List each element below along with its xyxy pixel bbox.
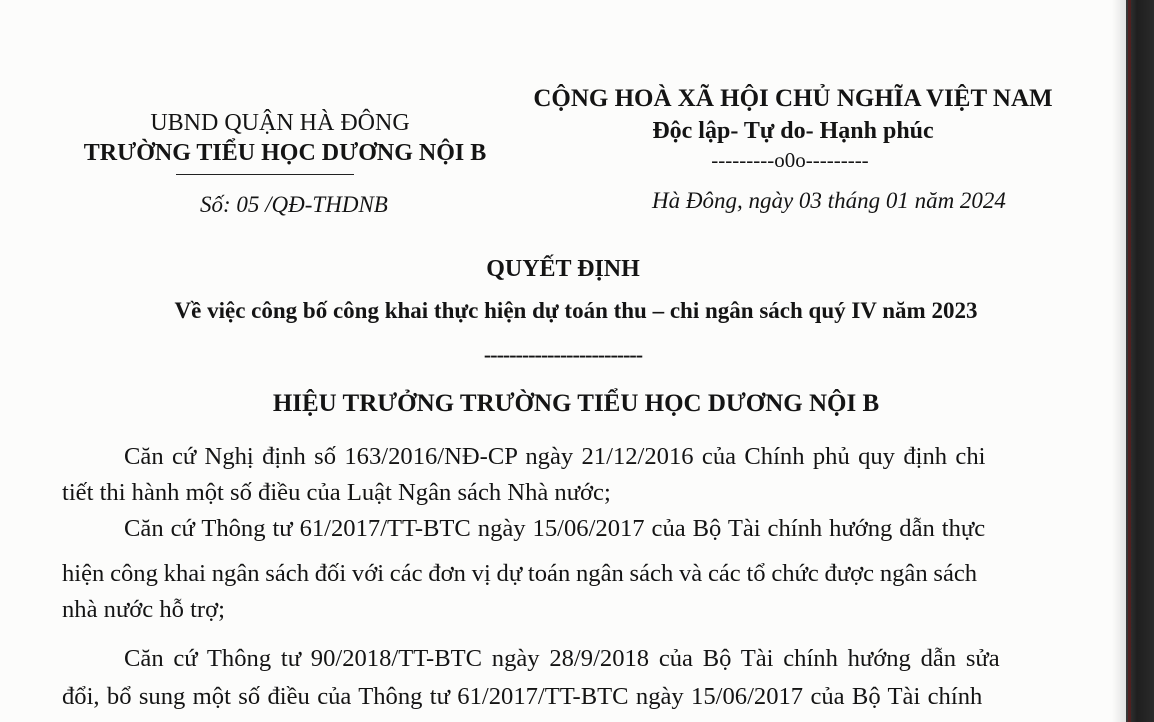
title-separator: ------------------------- bbox=[483, 342, 643, 367]
body-line: đổi, bổ sung một số điều của Thông tư 61/2017/TT-BTC ngày 15/06/2017 của Bộ Tài chính bbox=[62, 683, 983, 710]
body-line: tiết thi hành một số điều của Luật Ngân sách Nhà nước; bbox=[62, 479, 611, 506]
body-line: Căn cứ Thông tư 61/2017/TT-BTC ngày 15/06/2017 của Bộ Tài chính hướng dẫn thực bbox=[124, 515, 986, 542]
body-line: nhà nước hỗ trợ; bbox=[62, 596, 225, 623]
document-subtitle: Về việc công bố công khai thực hiện dự toán thu – chi ngân sách quý IV năm 2023 bbox=[174, 298, 978, 323]
school-name: TRƯỜNG TIỂU HỌC DƯƠNG NỘI B bbox=[83, 140, 487, 166]
national-motto: Độc lập- Tự do- Hạnh phúc bbox=[652, 118, 934, 144]
header-underline bbox=[176, 174, 354, 175]
country-name: CỘNG HOÀ XÃ HỘI CHỦ NGHĨA VIỆT NAM bbox=[533, 85, 1053, 112]
place-date: Hà Đông, ngày 03 tháng 01 năm 2024 bbox=[652, 188, 1006, 213]
scan-dark-border bbox=[1126, 0, 1154, 722]
document-title: QUYẾT ĐỊNH bbox=[486, 256, 640, 282]
motto-ornament: ---------o0o--------- bbox=[711, 148, 869, 172]
document-number: Số: 05 /QĐ-THDNB bbox=[200, 192, 388, 217]
issuing-agency: UBND QUẬN HÀ ĐÔNG bbox=[150, 110, 410, 136]
body-line: Căn cứ Nghị định số 163/2016/NĐ-CP ngày 21/12/2016 của Chính phủ quy định chi bbox=[124, 443, 986, 470]
body-line: Căn cứ Thông tư 90/2018/TT-BTC ngày 28/9/2018 của Bộ Tài chính hướng dẫn sửa bbox=[124, 645, 1000, 672]
issuing-authority: HIỆU TRƯỞNG TRƯỜNG TIỂU HỌC DƯƠNG NỘI B bbox=[272, 390, 880, 417]
body-line: hiện công khai ngân sách đối với các đơn vị dự toán ngân sách và các tổ chức được ngân sách bbox=[62, 560, 978, 587]
